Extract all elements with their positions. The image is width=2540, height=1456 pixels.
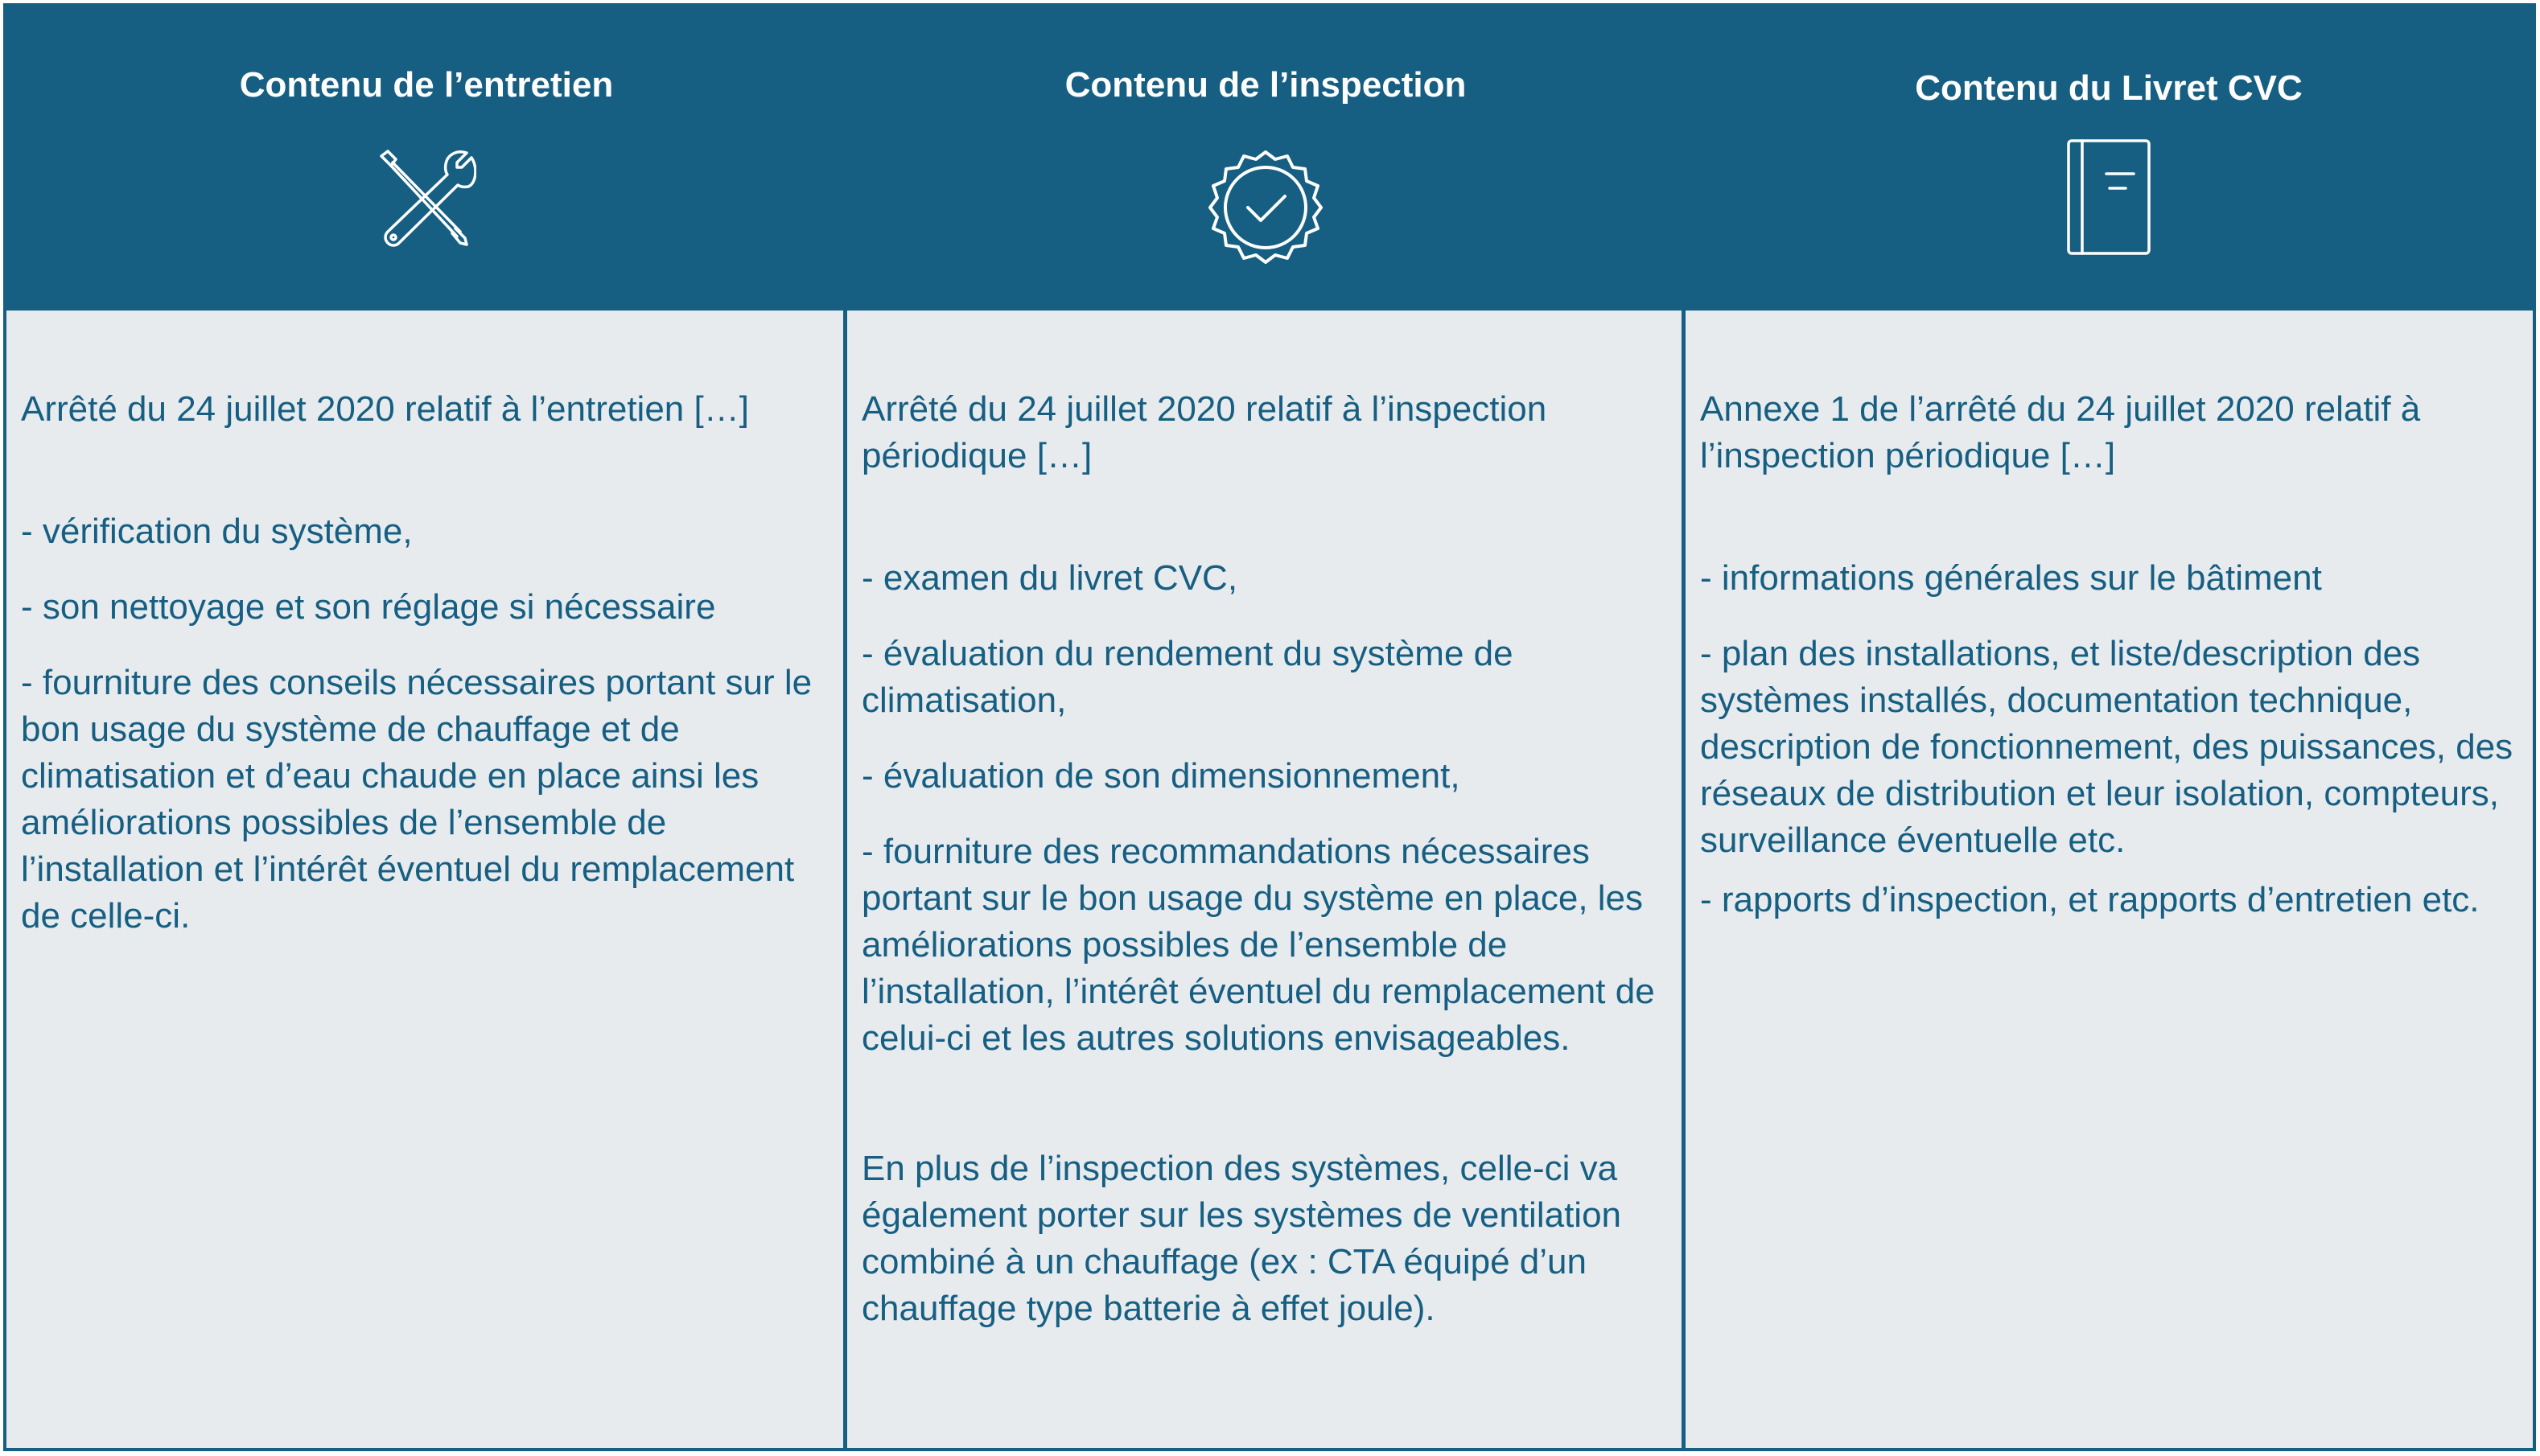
list-item: - évaluation de son dimensionnement, bbox=[862, 756, 1460, 796]
list-item: - son nettoyage et son réglage si nécessaire bbox=[21, 587, 716, 627]
tools-icon bbox=[377, 148, 476, 248]
list-item: - vérification du système, bbox=[21, 512, 413, 551]
list-item: - examen du livret CVC, bbox=[862, 558, 1238, 598]
list-item: - plan des installations, et liste/description des systèmes installés, documentation technique, description de fonctionnement, des puissances, des réseaux de distribution et leur isolation, compteurs, surveillance éventuelle etc. bbox=[1700, 634, 2513, 860]
notebook-icon bbox=[2065, 137, 2153, 257]
list-item: - informations générales sur le bâtiment bbox=[1700, 558, 2322, 598]
body-cell-inspection bbox=[847, 311, 1682, 1448]
body-cell-entretien bbox=[6, 311, 843, 1448]
badge-check-icon bbox=[1198, 140, 1333, 275]
header-cell-entretien bbox=[6, 6, 846, 311]
comparison-table bbox=[3, 3, 2536, 1451]
note-text: En plus de l’inspection des systèmes, celle-ci va également porter sur les systèmes de ventilation combiné à un chauffage (ex : CTA équipé d’un chauffage type batterie à effet joule). bbox=[862, 1149, 1622, 1328]
body-cell-livret bbox=[1686, 311, 2533, 1448]
table-header bbox=[6, 6, 2533, 311]
intro-text: Arrêté du 24 juillet 2020 relatif à l’inspection périodique […] bbox=[862, 389, 1547, 475]
column-title: Contenu du Livret CVC bbox=[1915, 68, 2303, 108]
header-cell-livret bbox=[1685, 6, 2533, 311]
list-item: - fourniture des conseils nécessaires portant sur le bon usage du système de chauffage et de climatisation et d’eau chaude en place ainsi les améliorations possibles de l’ensemble de l’installation et l’intérêt éventuel du remplacement de celle-ci. bbox=[21, 663, 813, 936]
header-cell-inspection bbox=[846, 6, 1685, 311]
column-title: Contenu de l’entretien bbox=[239, 65, 614, 105]
list-item: - rapports d’inspection, et rapports d’entretien etc. bbox=[1700, 880, 2480, 919]
intro-text: Annexe 1 de l’arrêté du 24 juillet 2020 relatif à l’inspection périodique […] bbox=[1700, 389, 2421, 475]
list-item: - fourniture des recommandations nécessaires portant sur le bon usage du système en place, les améliorations possibles de l’ensemble de l’installation, l’intérêt éventuel du remplacement de celui-ci et les autres solutions envisageables. bbox=[862, 832, 1655, 1058]
intro-text: Arrêté du 24 juillet 2020 relatif à l’entretien […] bbox=[21, 389, 749, 429]
column-title: Contenu de l’inspection bbox=[1064, 65, 1467, 105]
list-item: - évaluation du rendement du système de climatisation, bbox=[862, 634, 1513, 720]
